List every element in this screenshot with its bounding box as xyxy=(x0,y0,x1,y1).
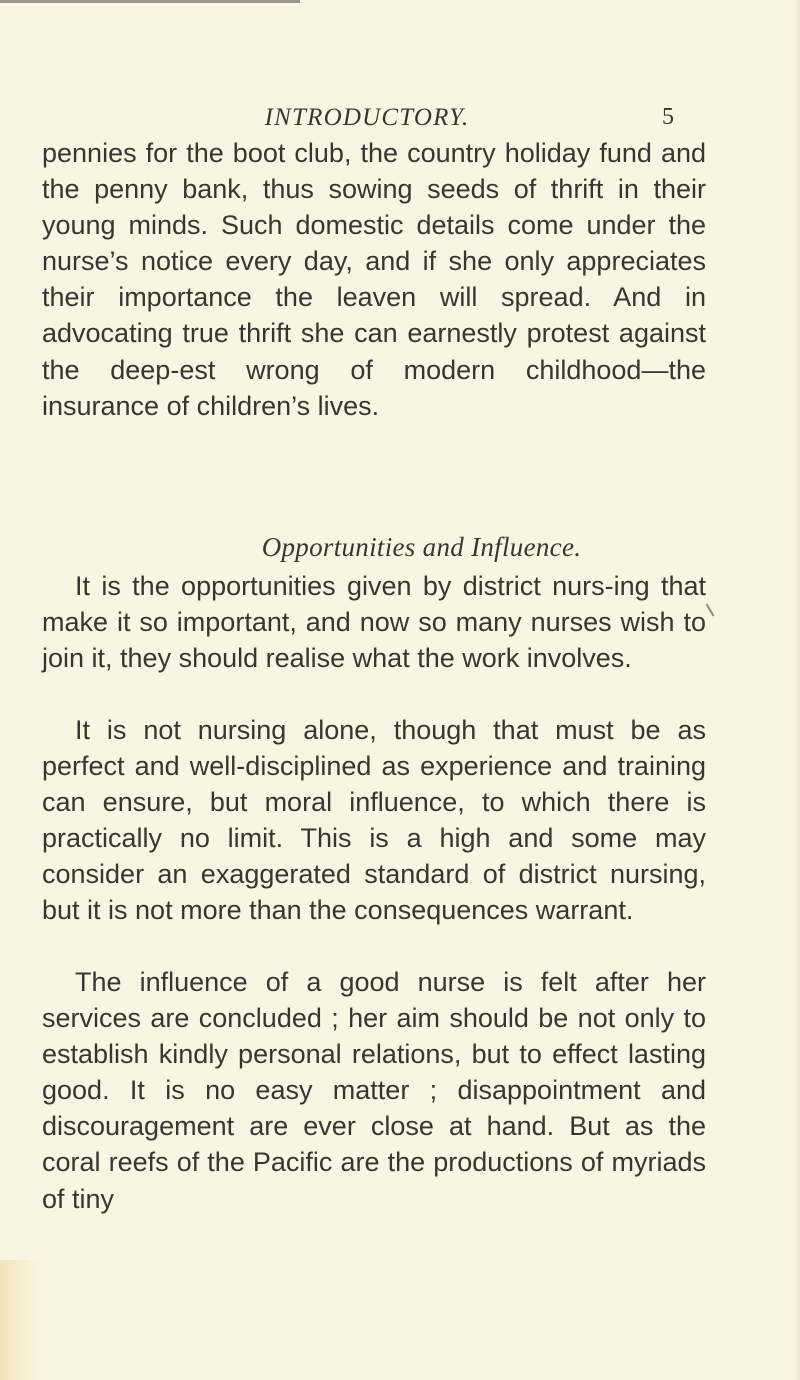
section-heading: Opportunities and Influence. xyxy=(261,532,582,562)
page-gutter-shadow xyxy=(794,0,800,1380)
page-stain xyxy=(0,1260,40,1380)
paragraph-text: It is not nursing alone, though that must be as perfect and well-disciplined as experience and training can ensure, but moral influence, to which there is practically no limit. This is a high and some may consider an exaggerated standard of district nursing, but it is not more than the consequences warrant. xyxy=(42,715,706,926)
body-paragraph-3 xyxy=(42,712,706,929)
paragraph-text: It is the opportunities given by district nurs-ing that make it so important, and now so many nurses wish to join it, they should realise what the work involves. xyxy=(42,571,706,674)
body-paragraph-2 xyxy=(42,568,706,676)
body-paragraph-4 xyxy=(42,964,706,1217)
paragraph-text: The influence of a good nurse is felt after her services are concluded ; her aim should be not only to establish kindly personal relations, but to effect lasting good. It is no easy matter ; disappointment and discouragement are ever close at hand. But as the coral reefs of the Pacific are the productions of myriads of tiny xyxy=(42,967,706,1214)
page-number: 5 xyxy=(662,104,674,130)
body-paragraph-1 xyxy=(42,135,706,424)
paragraph-text: pennies for the boot club, the country holiday fund and the penny bank, thus sowing seeds of thrift in their young minds. Such domestic details come under the nurse’s notice every day, and if she only appreciates their importance the leaven will spread. And in advocating true thrift she can earnestly protest against the deep-est wrong of modern childhood—the insurance of children’s lives. xyxy=(42,138,706,421)
page-edge xyxy=(0,0,300,3)
running-head: INTRODUCTORY. xyxy=(264,104,470,131)
margin-mark xyxy=(706,603,715,616)
